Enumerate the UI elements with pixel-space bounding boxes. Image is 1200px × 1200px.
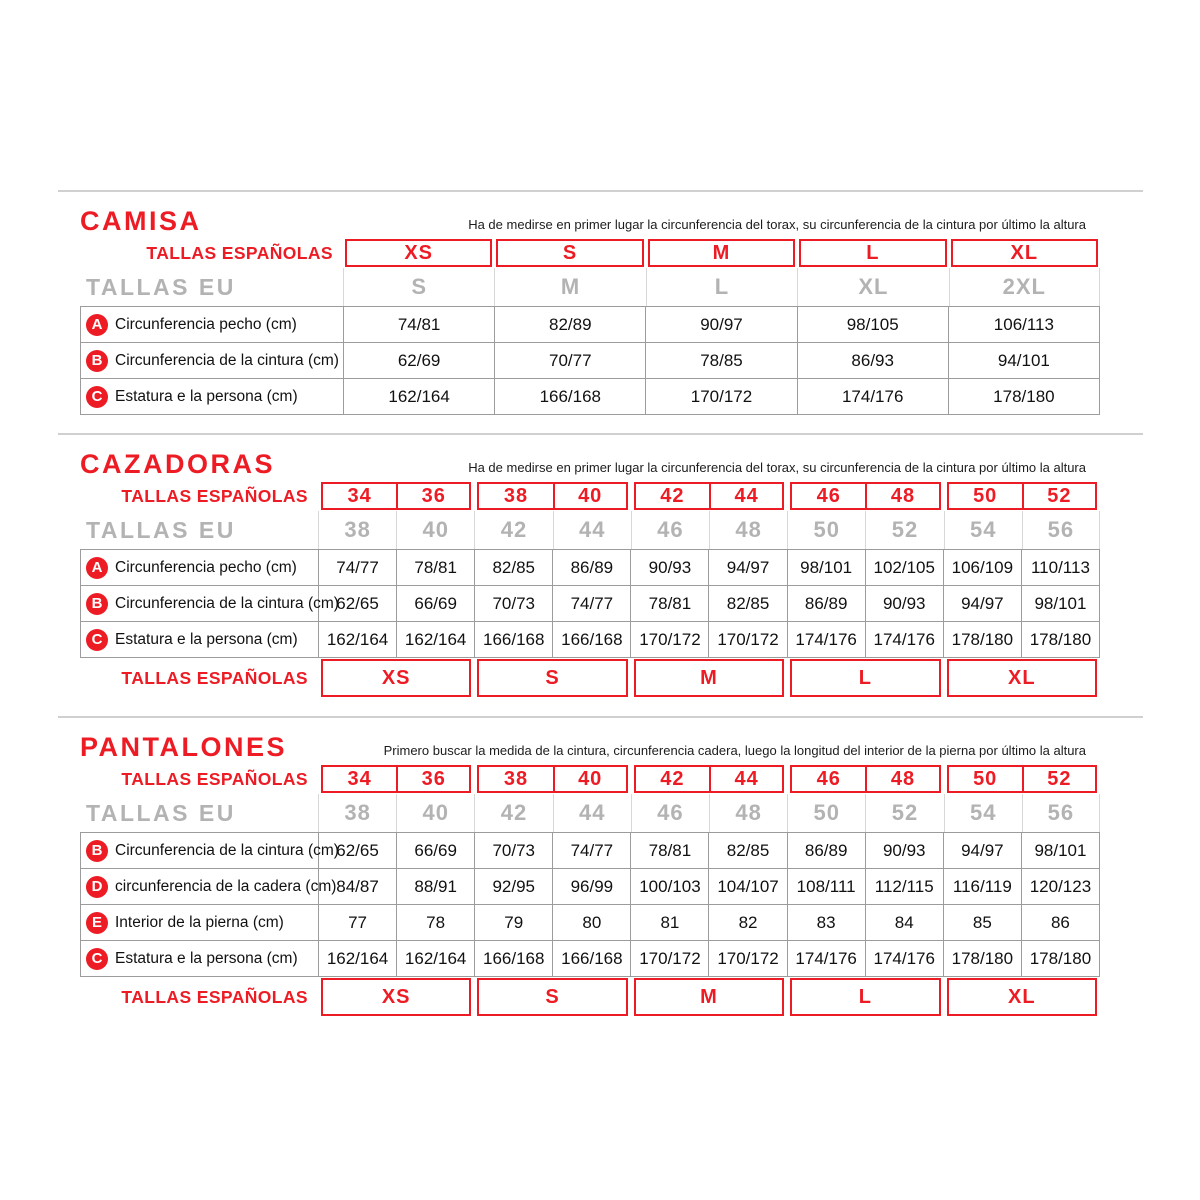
measure-value-cell: 96/99 <box>553 869 631 905</box>
eu-size-cell: 40 <box>396 794 474 832</box>
spanish-sizes-label: TALLAS ESPAÑOLAS <box>121 986 308 1007</box>
measure-value-cell: 174/176 <box>866 941 944 977</box>
measure-value-cell: 178/180 <box>1022 622 1100 658</box>
spanish-size-cell: 52 <box>1022 484 1095 508</box>
eu-sizes-label: TALLAS EU <box>86 273 236 300</box>
measure-label-cell <box>81 869 337 905</box>
eu-size-cell: 44 <box>553 511 631 549</box>
measure-value-cell: 162/164 <box>319 941 397 977</box>
measure-value-cell: 170/172 <box>646 379 797 415</box>
measure-value-cell: 86/89 <box>553 550 631 586</box>
spanish-size-cell: 40 <box>553 484 626 508</box>
eu-size-cell: 54 <box>944 794 1022 832</box>
letter-size-group <box>787 658 943 698</box>
measure-label-cell <box>81 586 339 622</box>
spanish-size-group <box>474 481 630 511</box>
measure-badge-c: C <box>86 386 108 408</box>
section-header <box>80 449 1100 479</box>
measure-value-cell: 94/97 <box>944 586 1022 622</box>
measure-badge-d: D <box>86 876 108 898</box>
measure-value-cell: 178/180 <box>944 941 1022 977</box>
eu-size-cell: L <box>646 268 797 306</box>
measure-value-cell: 66/69 <box>397 833 475 869</box>
letter-size-cell: XS <box>381 666 411 689</box>
section-header <box>80 206 1100 236</box>
letter-size-group <box>944 977 1100 1017</box>
spanish-size-cell: XL <box>1010 241 1039 264</box>
measure-value-cell: 90/93 <box>866 586 944 622</box>
measure-value-cell: 83 <box>788 905 866 941</box>
spanish-size-cell: 34 <box>347 767 372 790</box>
measure-value-cell: 74/77 <box>319 550 397 586</box>
spanish-size-group <box>318 481 474 511</box>
measure-value-cell: 81 <box>631 905 709 941</box>
measure-value-cell: 82 <box>709 905 787 941</box>
measure-label-cell <box>81 379 344 415</box>
eu-size-cell: 38 <box>318 794 396 832</box>
measure-value-cell: 78/81 <box>397 550 475 586</box>
letter-size-cell: L <box>858 985 872 1008</box>
measure-value-cell: 110/113 <box>1022 550 1100 586</box>
spanish-sizes-label: TALLAS ESPAÑOLAS <box>121 667 308 688</box>
spanish-size-group <box>494 238 645 268</box>
spanish-size-cell: XS <box>404 241 434 264</box>
measure-value-cell: 162/164 <box>319 622 397 658</box>
measure-value-cell: 166/168 <box>475 941 553 977</box>
spanish-size-group <box>631 764 787 794</box>
letter-size-group <box>631 658 787 698</box>
spanish-size-group <box>949 238 1100 268</box>
spanish-size-cell: 38 <box>503 484 529 507</box>
eu-size-cell: 50 <box>787 511 865 549</box>
measure-value-cell: 102/105 <box>866 550 944 586</box>
measure-badge-e: E <box>86 912 108 934</box>
letter-size-cell: XS <box>381 985 411 1008</box>
measure-label: Circunferencia pecho (cm) <box>115 315 297 333</box>
measure-label: circunferencia de la cadera (cm) <box>115 877 337 895</box>
measure-value-cell: 70/77 <box>495 343 646 379</box>
measure-value-cell: 98/101 <box>1022 586 1100 622</box>
spanish-size-cell: 46 <box>816 484 841 507</box>
spanish-size-cell: 48 <box>865 767 938 791</box>
measure-value-cell: 178/180 <box>1022 941 1100 977</box>
eu-size-cell: 42 <box>474 511 552 549</box>
measure-row <box>81 622 1100 658</box>
measure-value-cell: 82/85 <box>709 586 787 622</box>
measure-value-cell: 108/111 <box>788 869 866 905</box>
measure-value-cell: 88/91 <box>397 869 475 905</box>
measure-value-cell: 66/69 <box>397 586 475 622</box>
measure-value-cell: 98/101 <box>1022 833 1100 869</box>
eu-size-cell: 38 <box>318 511 396 549</box>
measure-value-cell: 70/73 <box>475 833 553 869</box>
measure-value-cell: 82/85 <box>709 833 787 869</box>
measure-value-cell: 100/103 <box>631 869 709 905</box>
measure-value-cell: 74/77 <box>553 586 631 622</box>
spanish-size-cell: L <box>866 241 880 264</box>
spanish-size-group <box>631 481 787 511</box>
eu-size-cell: XL <box>797 268 948 306</box>
measure-value-cell: 86 <box>1022 905 1100 941</box>
measure-value-cell: 62/65 <box>319 833 397 869</box>
measure-value-cell: 174/176 <box>788 941 866 977</box>
spanish-size-group <box>787 764 943 794</box>
letter-size-group <box>474 658 630 698</box>
eu-size-cell: 40 <box>396 511 474 549</box>
spanish-size-cell: 42 <box>660 484 685 507</box>
measure-label-cell <box>81 833 339 869</box>
measure-row <box>81 905 1100 941</box>
measure-badge-c: C <box>86 948 108 970</box>
measure-value-cell: 78 <box>397 905 475 941</box>
measure-badge-b: B <box>86 840 108 862</box>
letter-size-cell: XL <box>1008 666 1036 689</box>
measure-value-cell: 178/180 <box>949 379 1100 415</box>
eu-sizes-row <box>80 268 1100 306</box>
measure-value-cell: 90/93 <box>866 833 944 869</box>
letter-size-cell: S <box>545 666 560 689</box>
measurements-grid <box>80 549 1100 658</box>
measure-badge-b: B <box>86 350 108 372</box>
section-divider <box>58 433 1143 435</box>
measure-value-cell: 170/172 <box>709 622 787 658</box>
measure-label-cell <box>81 343 344 379</box>
section-title: PANTALONES <box>80 732 287 762</box>
measure-value-cell: 166/168 <box>553 941 631 977</box>
eu-size-cell: 48 <box>709 794 787 832</box>
eu-size-cell: 42 <box>474 794 552 832</box>
measure-value-cell: 78/81 <box>631 586 709 622</box>
spanish-sizes-header-row <box>80 238 1100 268</box>
size-chart-content <box>58 190 1143 1035</box>
measure-value-cell: 86/89 <box>788 833 866 869</box>
measure-label-cell <box>81 941 319 977</box>
section-pantalones <box>58 716 1143 1035</box>
measure-label: Circunferencia pecho (cm) <box>115 558 297 576</box>
measuring-instruction: Ha de medirse en primer lugar la circunferencia del torax, su circunferencia de la cintura por último la altura <box>468 217 1086 232</box>
spanish-size-cell: 44 <box>709 484 782 508</box>
spanish-size-group <box>646 238 797 268</box>
measure-value-cell: 162/164 <box>397 622 475 658</box>
spanish-sizes-header-row <box>80 764 1100 794</box>
measure-value-cell: 178/180 <box>944 622 1022 658</box>
section-title: CAZADORAS <box>80 449 275 479</box>
spanish-sizes-label: TALLAS ESPAÑOLAS <box>121 485 308 506</box>
spanish-size-group <box>944 481 1100 511</box>
measure-label: Circunferencia de la cintura (cm) <box>115 351 339 369</box>
section-cazadoras <box>58 433 1143 716</box>
measure-value-cell: 106/113 <box>949 307 1100 343</box>
letter-size-group <box>318 658 474 698</box>
measure-label: Circunferencia de la cintura (cm) <box>115 841 339 859</box>
letter-size-group <box>474 977 630 1017</box>
measure-value-cell: 170/172 <box>709 941 787 977</box>
measure-value-cell: 98/105 <box>798 307 949 343</box>
measure-label-cell <box>81 307 344 343</box>
letter-sizes-row <box>80 977 1100 1017</box>
measuring-instruction: Primero buscar la medida de la cintura, circunferencia cadera, luego la longitud del interior de la pierna por último la altura <box>383 743 1086 758</box>
measure-row <box>81 586 1100 622</box>
measure-value-cell: 90/93 <box>631 550 709 586</box>
measure-value-cell: 92/95 <box>475 869 553 905</box>
measure-value-cell: 170/172 <box>631 941 709 977</box>
measure-value-cell: 90/97 <box>646 307 797 343</box>
spanish-size-group <box>474 764 630 794</box>
measure-row <box>81 550 1100 586</box>
eu-size-cell: 56 <box>1022 511 1100 549</box>
measure-value-cell: 120/123 <box>1022 869 1100 905</box>
spanish-size-cell: 52 <box>1022 767 1095 791</box>
letter-size-cell: M <box>700 985 718 1008</box>
measure-value-cell: 106/109 <box>944 550 1022 586</box>
measure-row <box>81 833 1100 869</box>
measure-value-cell: 80 <box>553 905 631 941</box>
measuring-instruction: Ha de medirse en primer lugar la circunferencia del torax, su circunferencia de la cintura por último la altura <box>468 460 1086 475</box>
letter-size-group <box>787 977 943 1017</box>
spanish-size-group <box>318 764 474 794</box>
measure-value-cell: 78/81 <box>631 833 709 869</box>
measure-value-cell: 170/172 <box>631 622 709 658</box>
measure-row <box>81 379 1100 415</box>
eu-size-cell: 48 <box>709 511 787 549</box>
measure-value-cell: 74/77 <box>553 833 631 869</box>
measure-value-cell: 94/97 <box>709 550 787 586</box>
measure-value-cell: 94/101 <box>949 343 1100 379</box>
measure-value-cell: 116/119 <box>944 869 1022 905</box>
spanish-size-cell: 34 <box>347 484 372 507</box>
spanish-sizes-label: TALLAS ESPAÑOLAS <box>121 768 308 789</box>
spanish-size-cell: 50 <box>973 484 998 507</box>
measure-value-cell: 162/164 <box>344 379 495 415</box>
eu-size-cell: 46 <box>631 794 709 832</box>
measure-value-cell: 62/69 <box>344 343 495 379</box>
measure-row <box>81 941 1100 977</box>
spanish-size-cell: 38 <box>503 767 529 790</box>
letter-size-group <box>631 977 787 1017</box>
spanish-size-cell: 42 <box>660 767 685 790</box>
eu-size-cell: 2XL <box>949 268 1100 306</box>
section-header <box>80 732 1100 762</box>
measure-value-cell: 174/176 <box>788 622 866 658</box>
measure-row <box>81 869 1100 905</box>
spanish-size-group <box>797 238 948 268</box>
spanish-size-group <box>944 764 1100 794</box>
measure-value-cell: 86/89 <box>788 586 866 622</box>
spanish-size-cell: 50 <box>973 767 998 790</box>
eu-size-cell: 54 <box>944 511 1022 549</box>
measure-label-cell <box>81 905 319 941</box>
spanish-size-cell: M <box>712 241 731 264</box>
spanish-size-cell: 36 <box>396 484 469 508</box>
measure-value-cell: 62/65 <box>319 586 397 622</box>
measure-label: Estatura e la persona (cm) <box>115 387 298 405</box>
camisa-size-table <box>80 238 1100 415</box>
spanish-size-cell: 40 <box>553 767 626 791</box>
eu-size-cell: 52 <box>865 511 943 549</box>
eu-size-cell: 44 <box>553 794 631 832</box>
measure-value-cell: 112/115 <box>866 869 944 905</box>
measure-badge-b: B <box>86 593 108 615</box>
spanish-size-cell: 44 <box>709 767 782 791</box>
measure-value-cell: 174/176 <box>798 379 949 415</box>
letter-size-cell: L <box>858 666 872 689</box>
letter-size-cell: M <box>700 666 718 689</box>
letter-size-cell: XL <box>1008 985 1036 1008</box>
letter-size-cell: S <box>545 985 560 1008</box>
spanish-size-cell: 46 <box>816 767 841 790</box>
measure-label: Estatura e la persona (cm) <box>115 630 298 648</box>
measure-badge-c: C <box>86 629 108 651</box>
measure-value-cell: 82/89 <box>495 307 646 343</box>
spanish-sizes-header-row <box>80 481 1100 511</box>
eu-size-cell: 50 <box>787 794 865 832</box>
measure-label-cell <box>81 622 319 658</box>
measure-value-cell: 84/87 <box>319 869 397 905</box>
spanish-size-cell: 36 <box>396 767 469 791</box>
measure-value-cell: 104/107 <box>709 869 787 905</box>
pantalones-size-table <box>80 764 1100 1017</box>
measure-badge-a: A <box>86 314 108 336</box>
measure-value-cell: 74/81 <box>344 307 495 343</box>
measure-value-cell: 84 <box>866 905 944 941</box>
spanish-size-cell: 48 <box>865 484 938 508</box>
measure-value-cell: 166/168 <box>495 379 646 415</box>
eu-sizes-label: TALLAS EU <box>86 516 236 543</box>
spanish-size-cell: S <box>562 241 578 264</box>
measurements-grid <box>80 832 1100 977</box>
eu-size-cell: S <box>343 268 494 306</box>
cazadoras-size-table <box>80 481 1100 698</box>
eu-size-cell: 56 <box>1022 794 1100 832</box>
measure-label-cell <box>81 550 319 586</box>
eu-sizes-row <box>80 794 1100 832</box>
eu-size-cell: 52 <box>865 794 943 832</box>
letter-size-group <box>944 658 1100 698</box>
measure-label: Estatura e la persona (cm) <box>115 949 298 967</box>
spanish-size-group <box>787 481 943 511</box>
measure-value-cell: 86/93 <box>798 343 949 379</box>
measure-value-cell: 85 <box>944 905 1022 941</box>
eu-sizes-row <box>80 511 1100 549</box>
spanish-sizes-label: TALLAS ESPAÑOLAS <box>146 242 333 263</box>
section-camisa <box>58 190 1143 433</box>
measure-value-cell: 82/85 <box>475 550 553 586</box>
eu-size-cell: M <box>494 268 645 306</box>
measure-label: Interior de la pierna (cm) <box>115 913 284 931</box>
measure-value-cell: 78/85 <box>646 343 797 379</box>
measure-value-cell: 70/73 <box>475 586 553 622</box>
letter-size-group <box>318 977 474 1017</box>
eu-sizes-label: TALLAS EU <box>86 799 236 826</box>
measure-value-cell: 98/101 <box>788 550 866 586</box>
eu-size-cell: 46 <box>631 511 709 549</box>
measure-value-cell: 94/97 <box>944 833 1022 869</box>
section-title: CAMISA <box>80 206 202 236</box>
spanish-size-group <box>343 238 494 268</box>
measure-value-cell: 174/176 <box>866 622 944 658</box>
measure-badge-a: A <box>86 557 108 579</box>
section-divider <box>58 190 1143 192</box>
measure-row <box>81 343 1100 379</box>
measure-value-cell: 77 <box>319 905 397 941</box>
measure-value-cell: 162/164 <box>397 941 475 977</box>
measure-value-cell: 79 <box>475 905 553 941</box>
measure-value-cell: 166/168 <box>475 622 553 658</box>
measure-label: Circunferencia de la cintura (cm) <box>115 594 339 612</box>
measure-value-cell: 166/168 <box>553 622 631 658</box>
measurements-grid <box>80 306 1100 415</box>
letter-sizes-row <box>80 658 1100 698</box>
measure-row <box>81 307 1100 343</box>
section-divider <box>58 716 1143 718</box>
